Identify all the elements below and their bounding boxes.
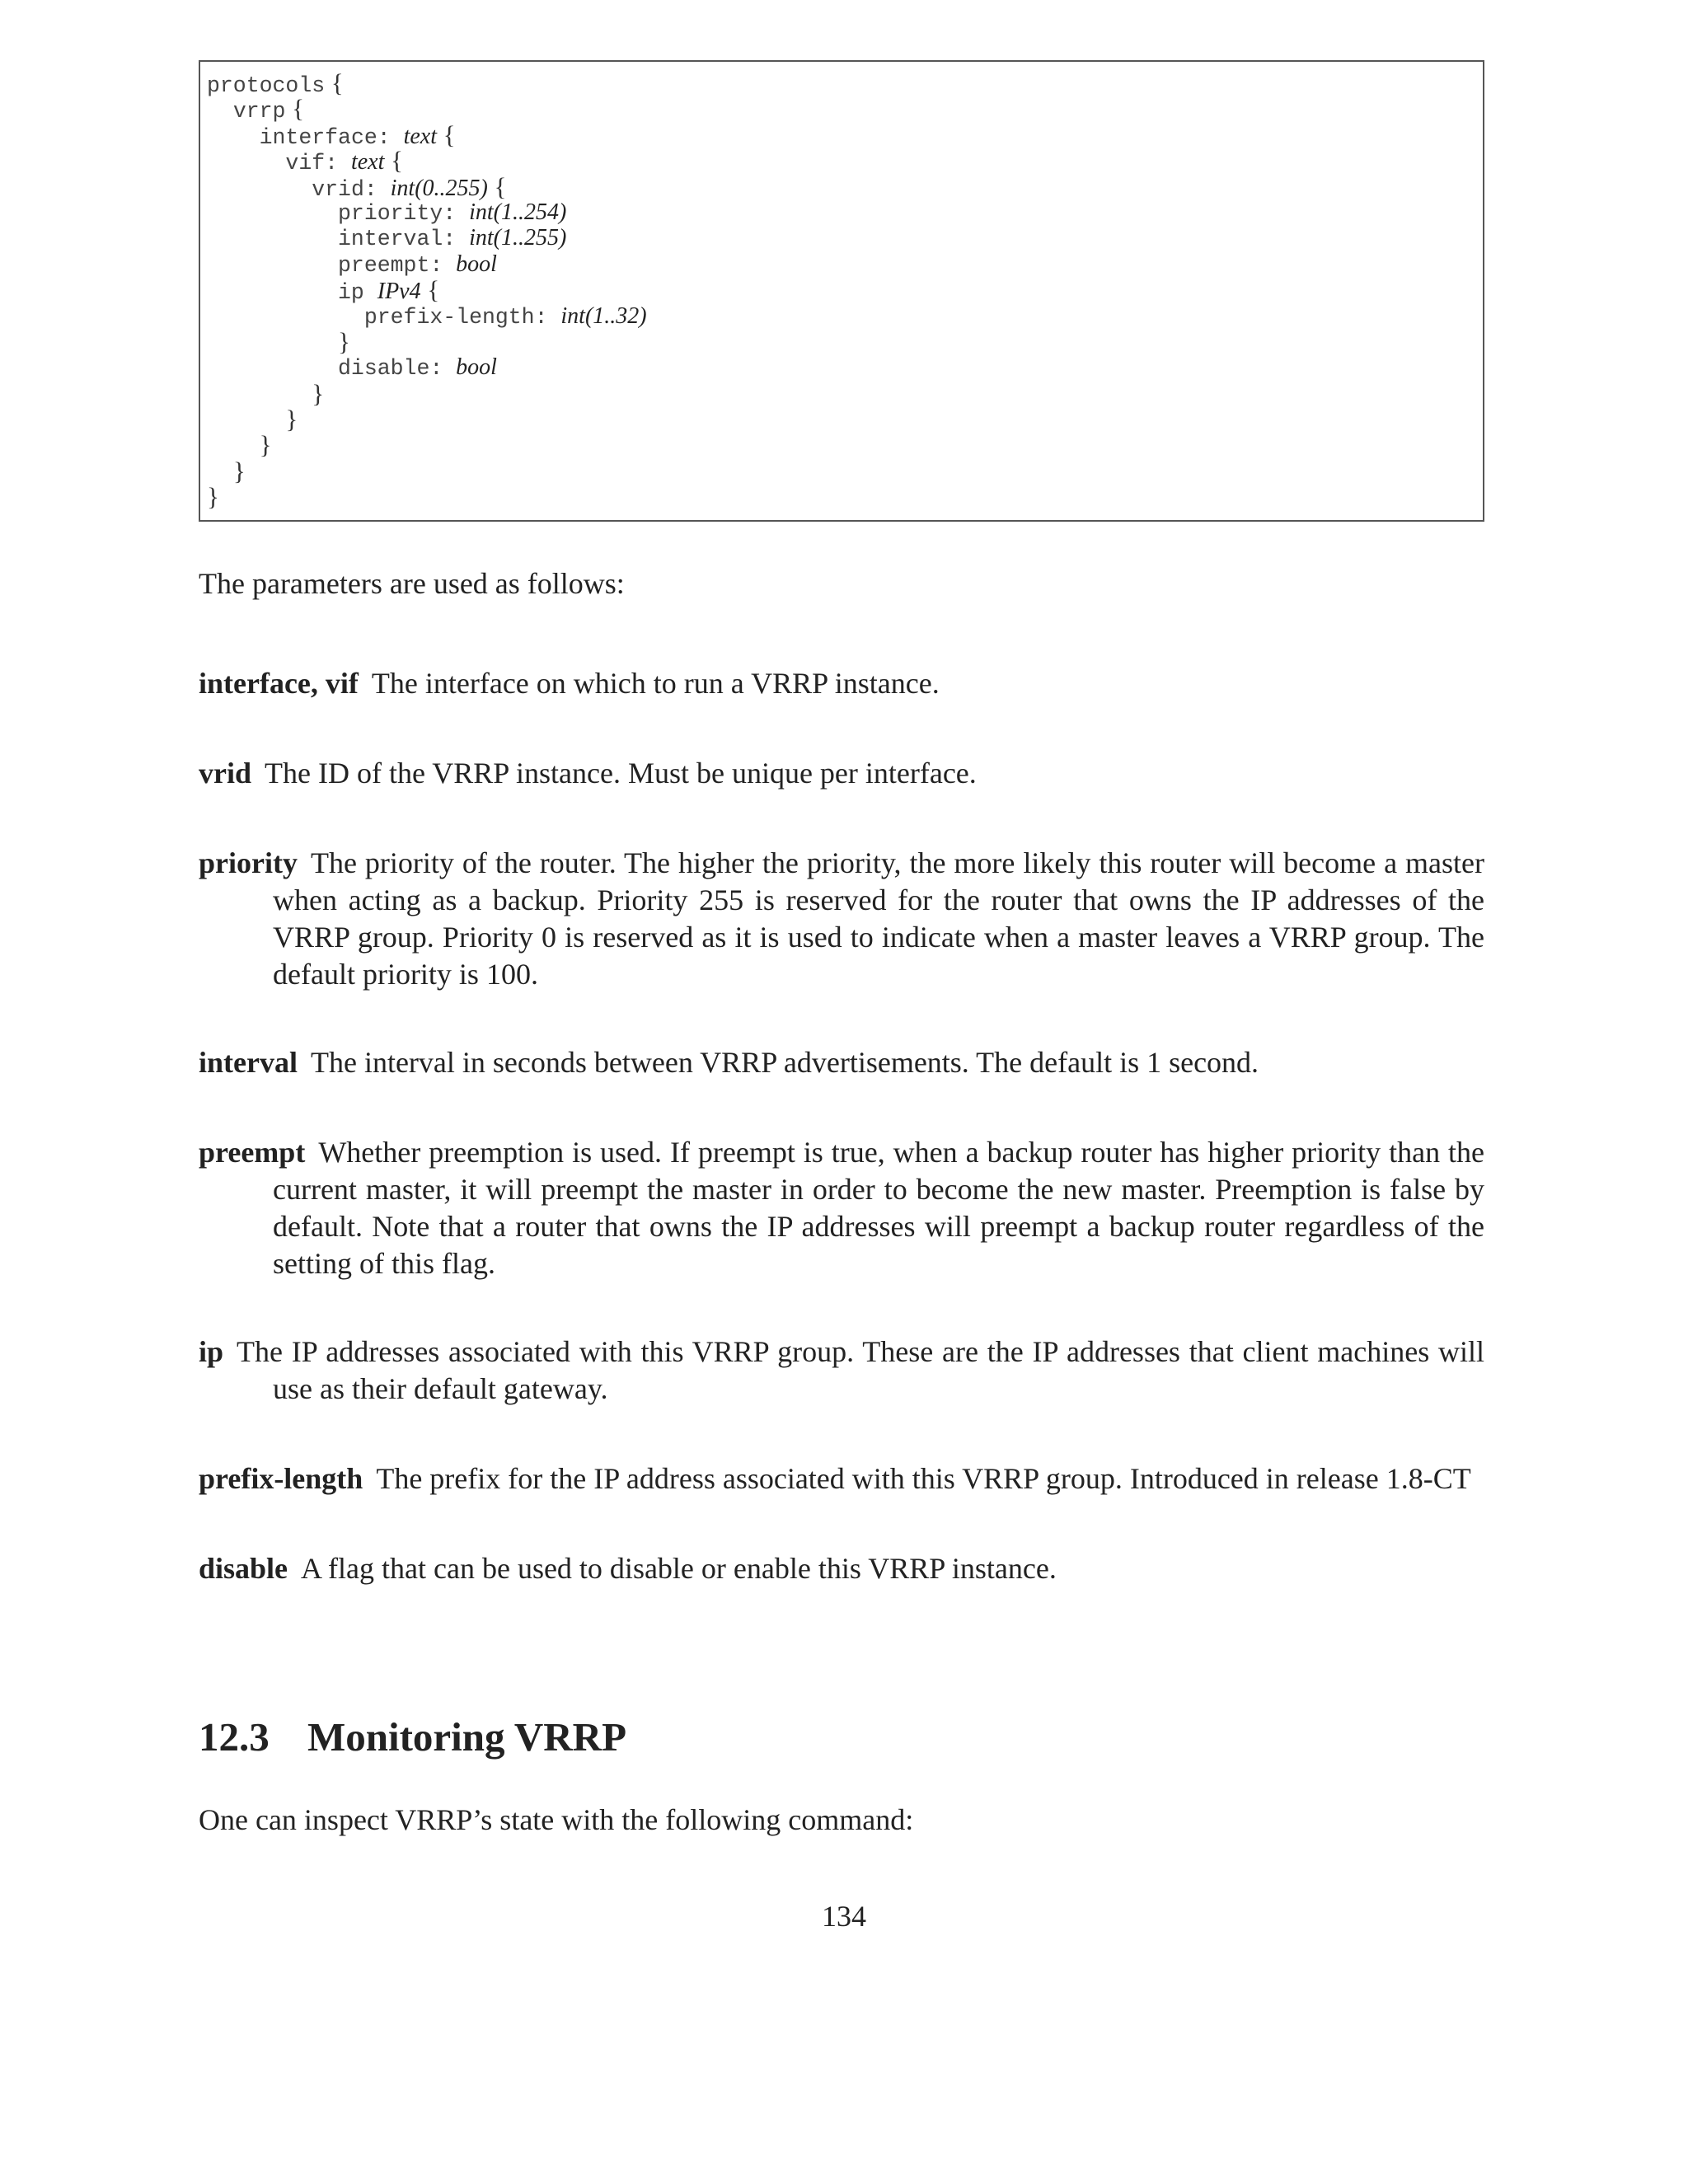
code-indent bbox=[207, 410, 285, 434]
section-title: Monitoring VRRP bbox=[307, 1714, 626, 1760]
code-line bbox=[207, 122, 1483, 148]
code-type: bool bbox=[456, 354, 497, 381]
definition-ip bbox=[199, 1333, 1484, 1408]
code-indent bbox=[207, 280, 338, 305]
code-brace: } bbox=[232, 456, 246, 485]
code-key: vrid: bbox=[312, 176, 391, 202]
code-line bbox=[207, 70, 1483, 96]
code-brace: } bbox=[259, 430, 272, 460]
code-block bbox=[199, 60, 1484, 522]
section-heading bbox=[199, 1713, 626, 1762]
code-type: int(1..32) bbox=[560, 302, 647, 329]
code-key: preempt: bbox=[338, 252, 457, 278]
code-brace: } bbox=[312, 378, 325, 408]
code-key: disable: bbox=[338, 356, 457, 382]
definition-text: The ID of the VRRP instance. Must be unique per interface. bbox=[265, 757, 977, 790]
definition-vrid bbox=[199, 755, 1484, 792]
definition-term: prefix-length bbox=[199, 1462, 363, 1495]
definition-text: Whether preemption is used. If preempt is true, when a backup router has higher priority than the current master, it will preempt the master in order to become the new master. Preemption is false by default. Note that a router that owns the IP addresses will preempt a backup router regardless of the setting of this flag. bbox=[273, 1136, 1484, 1280]
definition-text: A flag that can be used to disable or enable this VRRP instance. bbox=[301, 1552, 1057, 1585]
code-indent bbox=[207, 253, 338, 278]
definition-text: The interface on which to run a VRRP instance. bbox=[371, 667, 940, 700]
code-indent bbox=[207, 305, 364, 330]
definition-term: interval bbox=[199, 1046, 298, 1079]
code-brace: } bbox=[207, 482, 219, 512]
code-type: int(0..255) bbox=[390, 175, 488, 201]
code-brace: { bbox=[436, 120, 456, 149]
definition-term: disable bbox=[199, 1552, 288, 1585]
code-brace: { bbox=[325, 68, 344, 97]
code-indent bbox=[207, 227, 338, 251]
definition-disable bbox=[199, 1550, 1484, 1587]
code-key: vrrp bbox=[232, 99, 286, 124]
section-intro-paragraph: One can inspect VRRP’s state with the following command: bbox=[199, 1803, 914, 1836]
definition-interface-vif bbox=[199, 665, 1484, 702]
definition-term: preempt bbox=[199, 1136, 306, 1169]
code-brace: { bbox=[420, 275, 440, 305]
code-line bbox=[207, 94, 1483, 124]
code-line bbox=[207, 458, 1483, 484]
code-key: priority: bbox=[338, 200, 470, 226]
code-key: prefix-length: bbox=[363, 304, 561, 330]
code-key: interface: bbox=[259, 124, 404, 150]
code-brace: } bbox=[338, 326, 350, 356]
definition-interval bbox=[199, 1044, 1484, 1081]
code-type: IPv4 bbox=[377, 279, 421, 305]
intro-paragraph: The parameters are used as follows: bbox=[199, 567, 625, 600]
definition-prefix-length bbox=[199, 1460, 1484, 1497]
definition-priority bbox=[199, 845, 1484, 993]
code-line bbox=[207, 251, 1483, 277]
code-brace: { bbox=[384, 146, 403, 176]
code-brace: } bbox=[285, 405, 298, 434]
page-number: 134 bbox=[822, 1900, 866, 1933]
definition-term: priority bbox=[199, 846, 298, 879]
code-indent bbox=[207, 151, 285, 176]
code-key: interval: bbox=[338, 227, 470, 252]
code-type: int(1..254) bbox=[469, 199, 567, 225]
code-type: text bbox=[403, 123, 437, 149]
code-indent bbox=[207, 177, 312, 202]
definition-text: The priority of the router. The higher the priority, the more likely this router will become a master when acting as a backup. Priority 255 is reserved for the router that owns the IP addresses of the VRRP group. Priority 0 is reserved as it is used to indicate when a master leaves a VRRP group. The default priority is 100. bbox=[273, 846, 1484, 991]
code-line bbox=[207, 171, 1483, 202]
code-line bbox=[207, 275, 1483, 306]
code-brace: { bbox=[285, 94, 305, 124]
definition-text: The interval in seconds between VRRP advertisements. The default is 1 second. bbox=[310, 1046, 1259, 1079]
code-line bbox=[207, 199, 1483, 225]
code-indent bbox=[207, 332, 338, 357]
code-line bbox=[207, 430, 1483, 460]
code-key: vif: bbox=[285, 151, 351, 176]
code-line bbox=[207, 354, 1483, 380]
definition-term: interface, vif bbox=[199, 667, 359, 700]
code-line bbox=[207, 303, 1483, 329]
code-type: int(1..255) bbox=[469, 225, 567, 251]
code-line bbox=[207, 225, 1483, 251]
code-type: text bbox=[350, 149, 385, 176]
code-line bbox=[207, 146, 1483, 176]
code-indent bbox=[207, 99, 233, 124]
code-line bbox=[207, 326, 1483, 356]
code-indent bbox=[207, 125, 260, 150]
section-number: 12.3 bbox=[199, 1714, 270, 1760]
code-key: protocols bbox=[207, 73, 326, 98]
code-brace: { bbox=[487, 171, 507, 201]
definition-text: The IP addresses associated with this VRRP group. These are the IP addresses that client machines will use as their default gateway. bbox=[237, 1335, 1484, 1405]
definition-preempt bbox=[199, 1134, 1484, 1282]
code-indent bbox=[207, 356, 338, 381]
code-key: ip bbox=[338, 280, 377, 306]
code-line bbox=[207, 378, 1483, 408]
code-line bbox=[207, 482, 1483, 512]
definition-text: The prefix for the IP address associated with this VRRP group. Introduced in release 1.8-CT bbox=[376, 1462, 1471, 1495]
definition-term: vrid bbox=[199, 757, 252, 790]
code-line bbox=[207, 406, 1483, 432]
code-lines bbox=[207, 70, 1483, 510]
definition-term: ip bbox=[199, 1335, 224, 1368]
code-type: bool bbox=[456, 251, 497, 277]
code-indent bbox=[207, 201, 338, 226]
